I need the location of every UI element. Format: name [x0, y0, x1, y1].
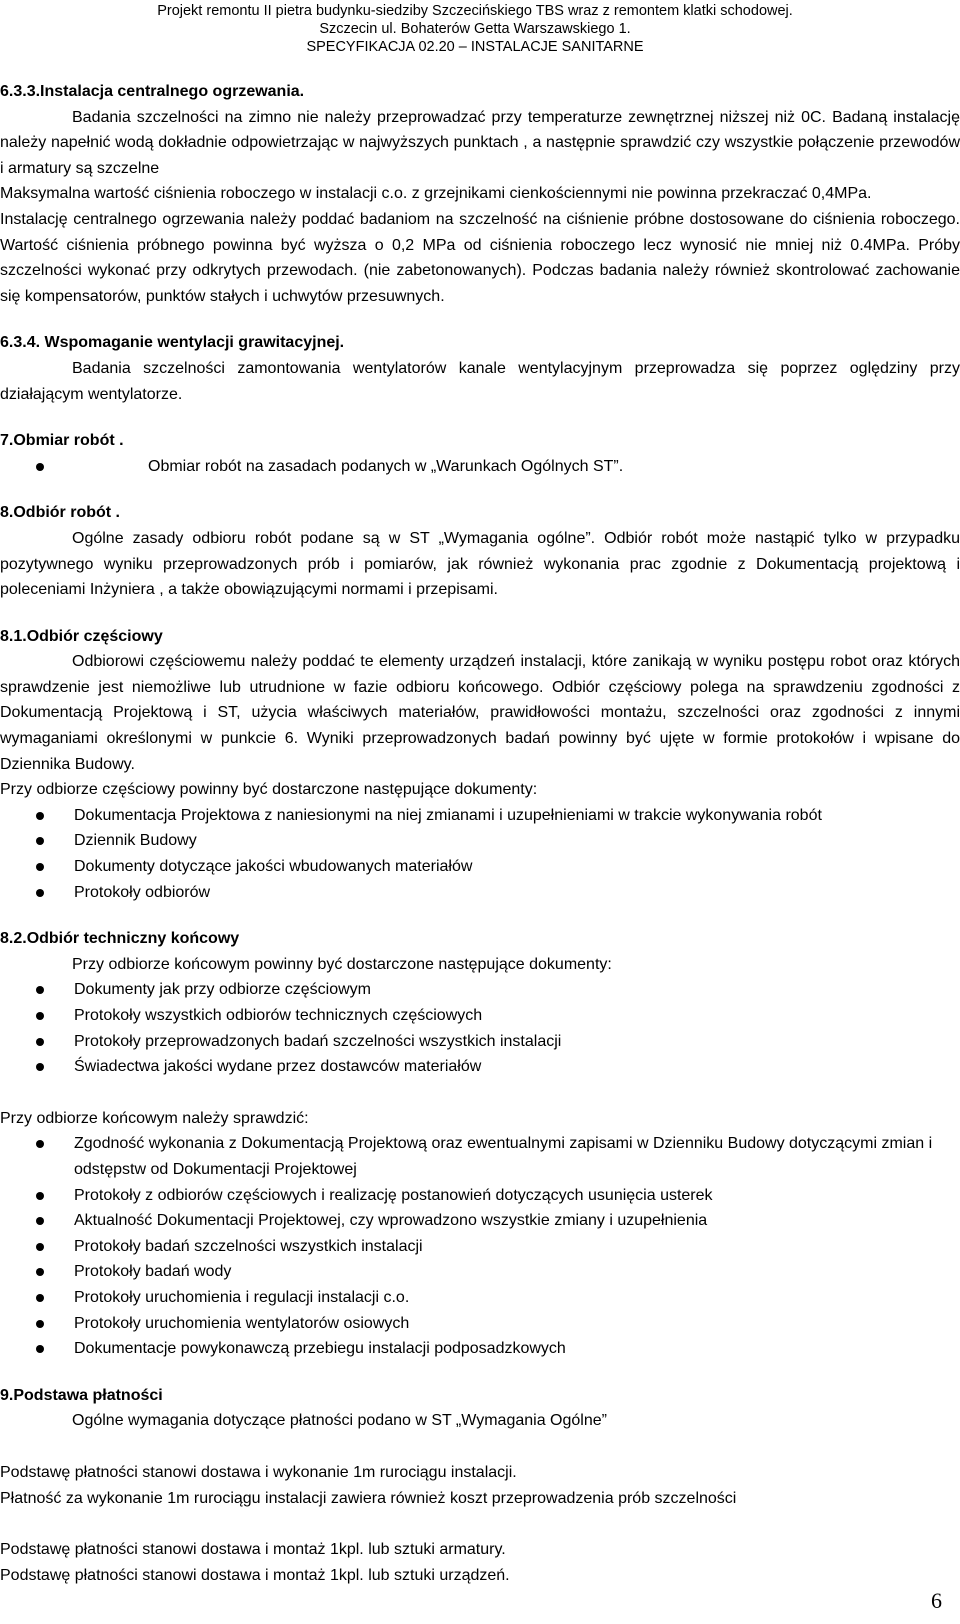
- paragraph: Podstawę płatności stanowi dostawa i wykonanie 1m rurociągu instalacji.: [0, 1463, 517, 1481]
- bullet-list: [0, 803, 960, 905]
- bullet-list: [0, 1131, 960, 1361]
- list-item: Protokoły wszystkich odbiorów technicznych częściowych: [0, 1003, 960, 1029]
- section-heading-8: 8.Odbiór robót .: [0, 504, 120, 522]
- list-item: Dokumentacja Projektowa z naniesionymi na niej zmianami i uzupełnieniami w trakcie wykonywania robót: [0, 803, 960, 829]
- list-item: Dokumenty dotyczące jakości wbudowanych materiałów: [0, 854, 960, 880]
- list-item: Protokoły przeprowadzonych badań szczelności wszystkich instalacji: [0, 1029, 960, 1055]
- paragraph: Badania szczelności zamontowania wentylatorów kanale wentylacyjnym przeprowadza się poprzez oględziny przy działającym wentylatorze.: [0, 359, 960, 403]
- list-item: Protokoły uruchomienia wentylatorów osiowych: [0, 1311, 960, 1337]
- paragraph: Instalację centralnego ogrzewania należy poddać badaniom na szczelność na ciśnienie próbne dostosowane do ciśnienia roboczego. Wartość ciśnienia próbnego powinna być wyższa o 0,2 MPa od ciśnienia roboczego lecz wynosić nie mniej niż 0.4MPa. Próby szczelności wykonać przy odkrytych przewodach. (nie zabetonowanych). Podczas badania należy również skontrolować zachowanie się kompensatorów, punktów stałych i uchwytów przesuwnych.: [0, 210, 960, 305]
- list-item: Aktualność Dokumentacji Projektowej, czy wprowadzono wszystkie zmiany i uzupełnienia: [0, 1208, 960, 1234]
- list-item: Protokoły odbiorów: [0, 880, 960, 906]
- header-line-1: Projekt remontu II pietra budynku-siedziby Szczecińskiego TBS wraz z remontem klatki schodowej.: [157, 3, 793, 19]
- section-heading-6-3-4: 6.3.4. Wspomaganie wentylacji grawitacyjnej.: [0, 334, 345, 352]
- page-header: [150, 2, 800, 56]
- paragraph: Przy odbiorze końcowym należy sprawdzić:: [0, 1109, 309, 1127]
- list-item: Obmiar robót na zasadach podanych w „Warunkach Ogólnych ST”.: [0, 454, 960, 480]
- section-heading-9: 9.Podstawa płatności: [0, 1386, 163, 1404]
- document-body: [0, 79, 960, 1588]
- section-heading-7: 7.Obmiar robót .: [0, 432, 124, 450]
- section-heading-8-2: 8.2.Odbiór techniczny końcowy: [0, 930, 240, 948]
- list-item: Świadectwa jakości wydane przez dostawców materiałów: [0, 1054, 960, 1080]
- list-item: Dokumentacje powykonawczą przebiegu instalacji podposadzkowych: [0, 1336, 960, 1362]
- paragraph: Ogólne zasady odbioru robót podane są w ST „Wymagania ogólne”. Odbiór robót może nastąpić tylko w przypadku pozytywnego wyniku przeprowadzonych prób i pomiarów, jak również wykonania prac zgodnie z Dokumentacją projektową i poleceniami Inżyniera , a także obowiązującymi normami i przepisami.: [0, 529, 960, 599]
- paragraph: Odbiorowi częściowemu należy poddać te elementy urządzeń instalacji, które zanikają w wyniku postępu robot oraz których sprawdzenie jest niemożliwe lub utrudnione w fazie odbioru końcowego. Odbiór częściowy polega na sprawdzeniu zgodności z Dokumentacją Projektową i ST, użycia właściwych materiałów, prawidłowości montażu, szczelności oraz zgodności z innymi wymaganiami określonymi w punkcie 6. Wyniki przeprowadzonych badań powinny być ujęte w formie protokołów i wpisane do Dziennika Budowy.: [0, 653, 960, 773]
- list-item: Dziennik Budowy: [0, 828, 960, 854]
- header-line-3: SPECYFIKACJA 02.20 – INSTALACJE SANITARNE: [306, 39, 644, 55]
- section-heading-8-1: 8.1.Odbiór częściowy: [0, 627, 163, 645]
- paragraph: Przy odbiorze końcowym powinny być dostarczone następujące dokumenty:: [72, 955, 612, 973]
- paragraph: Płatność za wykonanie 1m rurociągu instalacji zawiera również koszt przeprowadzenia prób szczelności: [0, 1489, 737, 1507]
- list-item: Zgodność wykonania z Dokumentacją Projektową oraz ewentualnymi zapisami w Dzienniku Budowy dotyczącymi zmian i odstępstw od Dokumentacji Projektowej: [0, 1131, 960, 1182]
- bullet-list: [0, 977, 960, 1079]
- list-item: Protokoły uruchomienia i regulacji instalacji c.o.: [0, 1285, 960, 1311]
- paragraph: Podstawę płatności stanowi dostawa i montaż 1kpl. lub sztuki urządzeń.: [0, 1566, 510, 1584]
- paragraph: Przy odbiorze częściowy powinny być dostarczone następujące dokumenty:: [0, 781, 538, 799]
- paragraph: Maksymalna wartość ciśnienia roboczego w instalacji c.o. z grzejnikami cienkościennymi nie powinna przekraczać 0,4MPa.: [0, 185, 872, 203]
- list-item: Dokumenty jak przy odbiorze częściowym: [0, 977, 960, 1003]
- header-line-2: Szczecin ul. Bohaterów Getta Warszawskiego 1.: [319, 21, 631, 37]
- list-item: Protokoły badań wody: [0, 1259, 960, 1285]
- list-item: Protokoły badań szczelności wszystkich instalacji: [0, 1234, 960, 1260]
- paragraph: Podstawę płatności stanowi dostawa i montaż 1kpl. lub sztuki armatury.: [0, 1541, 506, 1559]
- paragraph: Ogólne wymagania dotyczące płatności podano w ST „Wymagania Ogólne”: [72, 1412, 607, 1430]
- bullet-list: [0, 454, 960, 480]
- page-number: 6: [931, 1588, 942, 1613]
- section-heading-6-3-3: 6.3.3.Instalacja centralnego ogrzewania.: [0, 83, 305, 100]
- list-item: Protokoły z odbiorów częściowych i realizację postanowień dotyczących usunięcia usterek: [0, 1183, 960, 1209]
- paragraph: Badania szczelności na zimno nie należy przeprowadzać przy temperaturze zewnętrznej niższej niż 0C. Badaną instalację należy napełnić wodą dokładnie odpowietrzając w najwyższych punktach , a następnie sprawdzić czy wszystkie połączenie przewodów i armatury są szczelne: [0, 108, 960, 177]
